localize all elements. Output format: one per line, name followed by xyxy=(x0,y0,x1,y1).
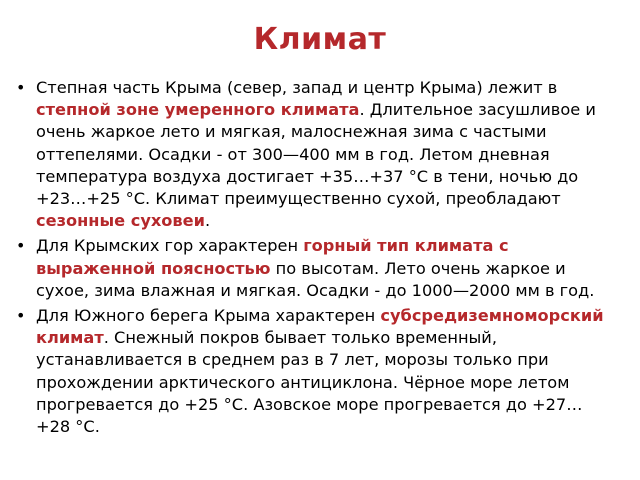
bullet-text: Для Крымских гор характерен xyxy=(36,236,304,256)
bullet-text: . Снежный покров бывает только временный, устанавливается в среднем раз в 7 лет, морозы только при прохождении арктического антициклона. Чёрное море летом прогревается до +25 °C. Азовское море прогревается до +27…+28 °C. xyxy=(36,328,583,437)
bullet-text: Для Южного берега Крыма характерен xyxy=(36,306,381,326)
slide-title: Климат xyxy=(253,22,387,57)
bullet-text: по высотам. Лето очень жаркое и сухое, зима влажная и мягкая. Осадки - до 1000—2000 мм в год. xyxy=(36,258,595,300)
bullet-steppe-climate xyxy=(14,77,614,232)
bullet-text: Степная часть Крыма (север, запад и центр Крыма) лежит в xyxy=(36,78,558,97)
highlight-dry-winds: сезонные суховеи xyxy=(36,211,205,231)
bullet-list xyxy=(14,77,614,441)
highlight-steppe-zone: степной зоне умеренного климата xyxy=(36,100,360,120)
highlight-mountain-climate: горный тип климата с выраженной поясностью xyxy=(36,236,509,278)
bullet-text: . xyxy=(205,211,211,231)
bullet-text: . Длительное засушливое и очень жаркое лето и мягкая, малоснежная зима с частыми оттепелями. Осадки - от 300—400 мм в год. Летом дневная температура воздуха достигает +35…+37 °C в тени, ночью до +23…+25 °C. Климат преимущественно сухой, преобладают xyxy=(36,100,596,209)
bullet-south-coast-climate xyxy=(14,305,614,438)
bullet-mountain-climate xyxy=(14,235,614,302)
highlight-submediterranean: субсредиземноморский климат xyxy=(36,306,604,348)
